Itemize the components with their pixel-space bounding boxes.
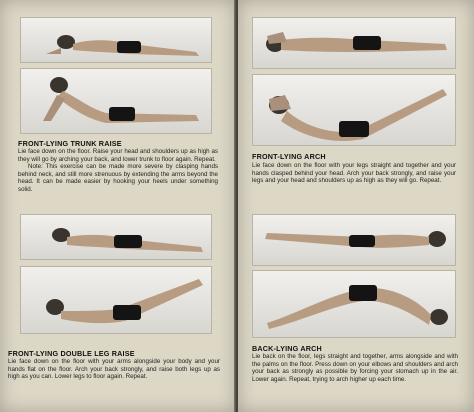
photo-trunk-raise-up [20, 68, 212, 134]
paragraph: Lie face down on the floor. Raise your head and shoulders up as high as they will go by arching your back, and lower trunk to floor again. Repeat. [18, 148, 218, 163]
photo-front-arch-up [252, 74, 456, 146]
figure-illustration [253, 75, 455, 145]
section-body [252, 162, 456, 185]
paragraph: Lie face down on the floor with your legs straight and together and your hands clasped behind your head. Arch your back strongly, and raise your legs and your head and shoulders up as high as they will go. Repeat. [252, 162, 456, 185]
photo-back-arch-up [252, 270, 456, 338]
section-title: FRONT-LYING ARCH [252, 152, 326, 161]
left-page [0, 0, 236, 412]
photo-back-arch-start [252, 214, 456, 266]
section-title: BACK-LYING ARCH [252, 344, 322, 353]
section-body [8, 358, 220, 381]
figure-illustration [21, 18, 211, 62]
figure-illustration [21, 69, 211, 133]
paragraph: Lie face down on the floor with your arms alongside your body and your hands flat on the floor. Arch your back strongly, and raise both legs up as high as you can. Lower legs to floor again. Repeat. [8, 358, 220, 381]
section-title: FRONT-LYING DOUBLE LEG RAISE [8, 349, 135, 358]
figure-illustration [21, 267, 211, 333]
section-body [252, 353, 458, 383]
figure-illustration [253, 18, 455, 68]
figure-illustration [21, 215, 211, 259]
right-page [238, 0, 474, 412]
figure-illustration [253, 215, 455, 265]
photo-double-leg-start [20, 214, 212, 260]
section-title: FRONT-LYING TRUNK RAISE [18, 139, 122, 148]
photo-trunk-raise-start [20, 17, 212, 63]
paragraph-note: Note: This exercise can be made more severe by clasping hands behind neck, and still more strenuous by extending the arms beyond the head. It can be made easier by hooking your heels under something solid. [18, 163, 218, 193]
paragraph: Lie back on the floor, legs straight and together, arms alongside and with the palms on the floor. Press down on your elbows and shoulders and arch your back as strongly as possible by forcing your stomach up in the air. Lower again. Repeat, trying to arch higher up each time. [252, 353, 458, 383]
figure-illustration [253, 271, 455, 337]
photo-double-leg-up [20, 266, 212, 334]
photo-front-arch-start [252, 17, 456, 69]
section-body [18, 148, 218, 194]
